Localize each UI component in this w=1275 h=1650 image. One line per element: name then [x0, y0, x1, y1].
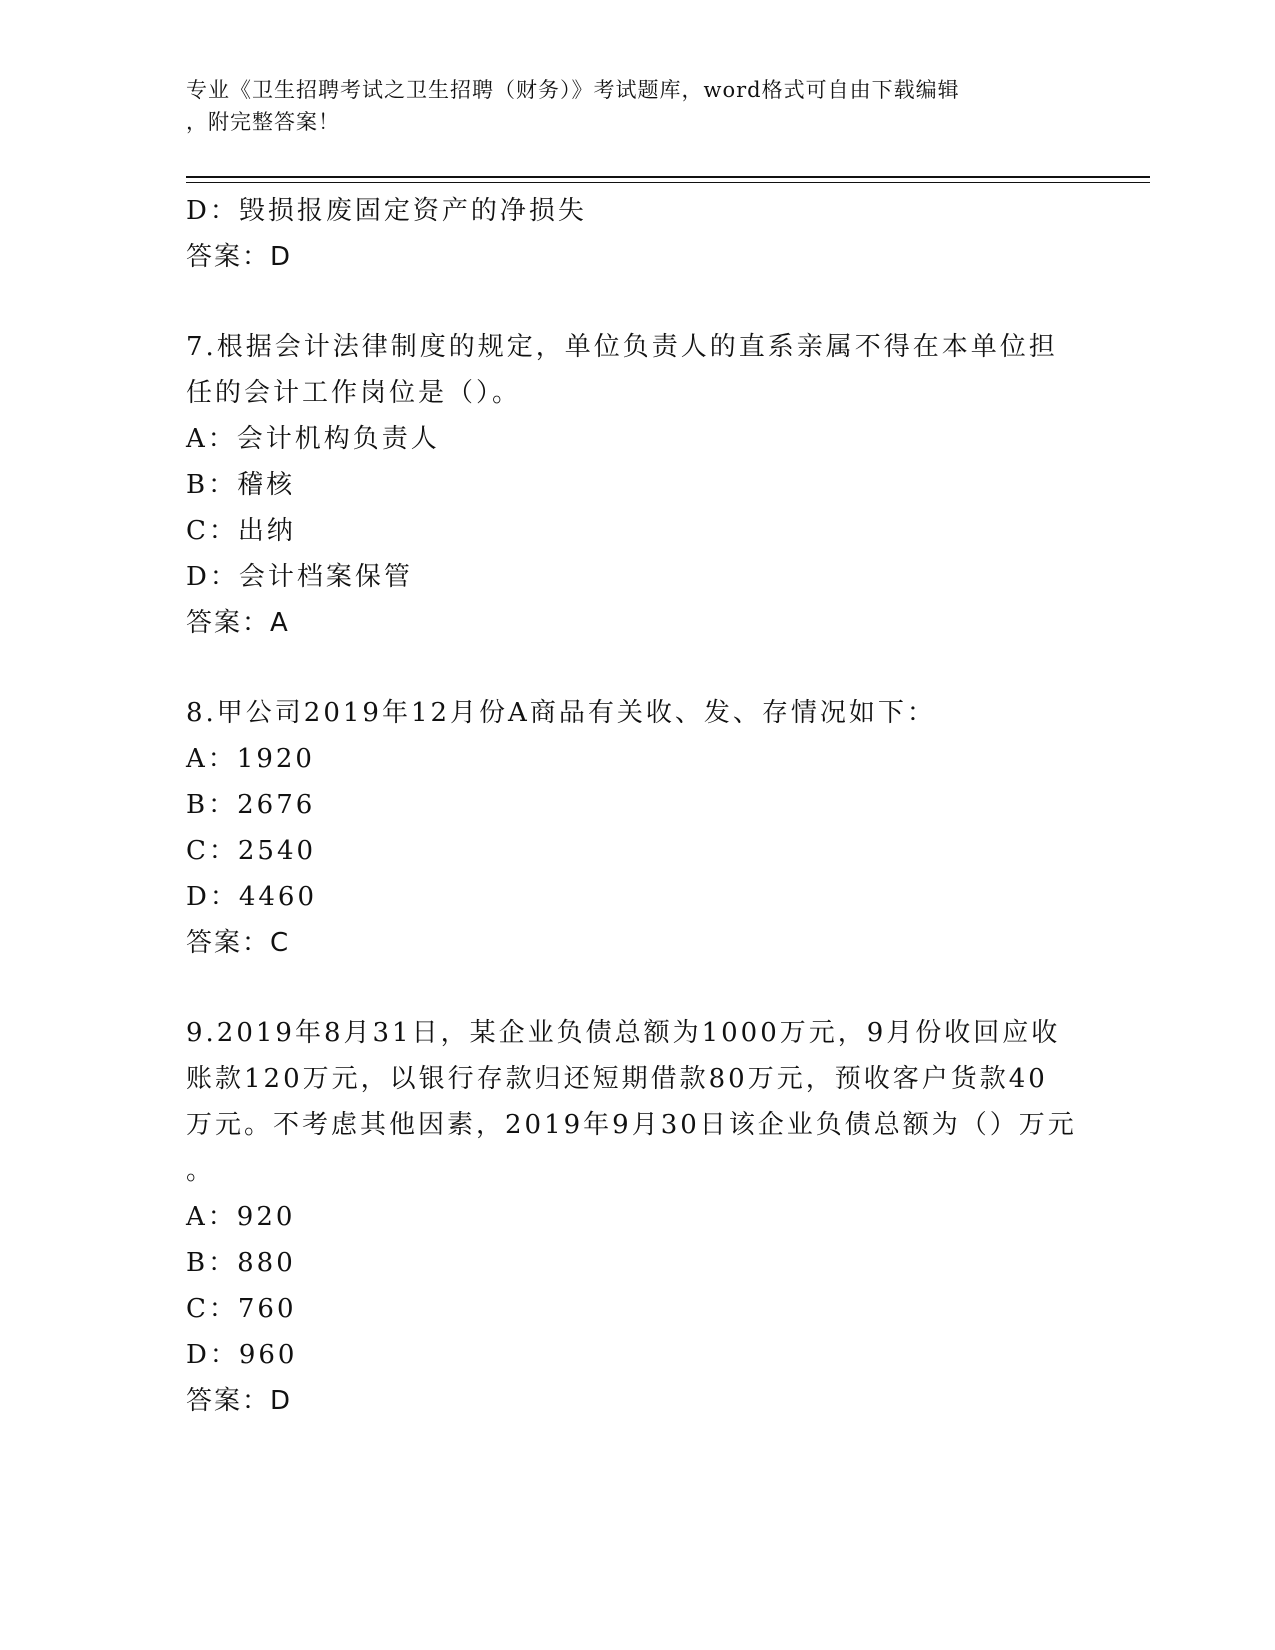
- option-c: C：2540: [186, 836, 317, 866]
- document-body: [186, 188, 1086, 1424]
- option-c: C：760: [186, 1294, 297, 1324]
- header-line-2: ，附完整答案！: [186, 110, 340, 134]
- answer: 答案：C: [186, 928, 291, 958]
- question-text-line: 7.根据会计法律制度的规定，单位负责人的直系亲属不得在本单位担: [186, 332, 1058, 362]
- header-line-1: 专业《卫生招聘考试之卫生招聘（财务）》考试题库，word格式可自由下载编辑: [186, 78, 960, 102]
- question-text-line: 万元。不考虑其他因素，2019年9月30日该企业负债总额为（）万元: [186, 1110, 1077, 1140]
- option-d: D：4460: [186, 882, 318, 912]
- question-text-line: 。: [186, 1156, 216, 1186]
- option-b: B：稽核: [186, 470, 296, 500]
- previous-question-tail: [186, 188, 1086, 280]
- option-b: B：880: [186, 1248, 296, 1278]
- answer: 答案：A: [186, 608, 290, 638]
- header-rule-thin: [186, 182, 1150, 183]
- option-d: D：960: [186, 1340, 298, 1370]
- option-c: C：出纳: [186, 516, 296, 546]
- question-text-line: 账款120万元，以银行存款归还短期借款80万元，预收客户货款40: [186, 1064, 1048, 1094]
- answer: 答案：D: [186, 1386, 293, 1416]
- question-text-line: 9.2019年8月31日，某企业负债总额为1000万元，9月份收回应收: [186, 1018, 1061, 1048]
- option-a: A：会计机构负责人: [186, 424, 440, 454]
- answer: 答案：D: [186, 242, 293, 272]
- document-header: [186, 74, 1086, 138]
- option-d: D：毁损报废固定资产的净损失: [186, 196, 587, 226]
- option-a: A：920: [186, 1202, 296, 1232]
- question-text-line: 8.甲公司2019年12月份A商品有关收、发、存情况如下：: [186, 698, 936, 728]
- question-text-line: 任的会计工作岗位是（）。: [186, 378, 522, 408]
- header-rule-thick: [186, 176, 1150, 178]
- option-b: B：2676: [186, 790, 316, 820]
- option-a: A：1920: [186, 744, 315, 774]
- question-9: [186, 1010, 1086, 1424]
- question-8: [186, 690, 1086, 966]
- option-d: D：会计档案保管: [186, 562, 413, 592]
- question-7: [186, 324, 1086, 646]
